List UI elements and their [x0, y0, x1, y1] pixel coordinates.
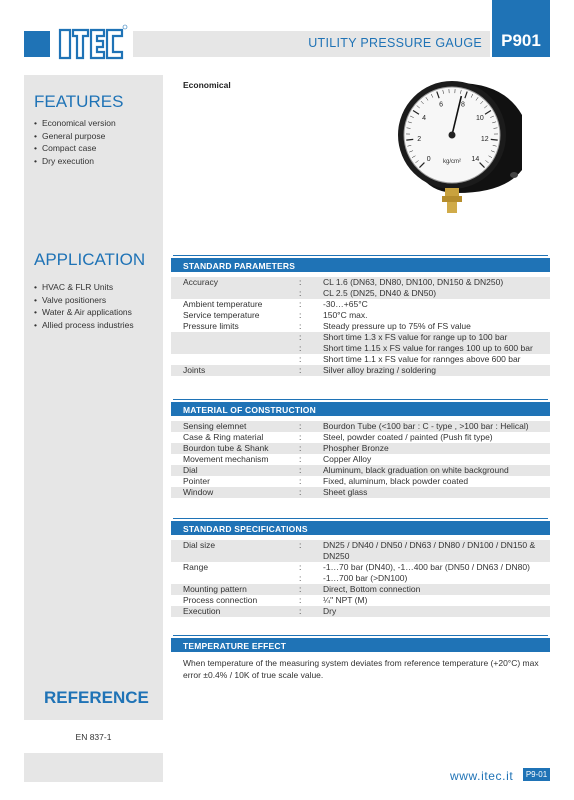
row-label: Service temperature [183, 310, 260, 320]
standard-specifications-section [171, 521, 550, 617]
row-value: CL 1.6 (DN63, DN80, DN100, DN150 & DN250) [323, 277, 504, 287]
table-row [171, 487, 550, 498]
gauge-tick-label: 8 [460, 101, 465, 109]
row-label: Process connection [183, 595, 258, 605]
row-label: Bourdon tube & Shank [183, 443, 269, 453]
row-separator: : [299, 277, 302, 287]
table-row [171, 540, 550, 562]
row-value: Copper Alloy [323, 454, 372, 464]
row-separator: : [299, 454, 302, 464]
row-value: Silver alloy brazing / soldering [323, 365, 436, 375]
row-label: Dial size [183, 540, 216, 550]
table-row [171, 465, 550, 476]
row-label: Sensing elemnet [183, 421, 247, 431]
page-title: UTILITY PRESSURE GAUGE [308, 36, 482, 50]
section-title: STANDARD SPECIFICATIONS [183, 524, 308, 534]
standard-specifications-rows [171, 540, 550, 617]
row-value: CL 2.5 (DN25, DN40 & DN50) [323, 288, 437, 298]
list-item: • Allied process industries [34, 319, 134, 332]
row-separator: : [299, 540, 302, 550]
header-bar [133, 31, 490, 57]
page-code-badge: P9-01 [523, 768, 550, 781]
standard-parameters-section [171, 258, 550, 376]
table-row [171, 454, 550, 465]
material-section [171, 402, 550, 498]
application-heading: APPLICATION [34, 250, 146, 269]
row-value: -1…70 bar (DN40), -1…400 bar (DN50 / DN63 / DN80) [323, 562, 530, 572]
major-tick [406, 139, 413, 140]
row-separator: : [299, 443, 302, 453]
list-item: • HVAC & FLR Units [34, 281, 134, 294]
temperature-effect-text: When temperature of the measuring system deviates from reference temperature (+20°C) max error ±0.4% / 10K of true scale value. [183, 658, 539, 680]
row-label: Accuracy [183, 277, 218, 287]
gauge-tick-label: 0 [426, 155, 431, 163]
row-value: -30…+65°C [323, 299, 368, 309]
product-code: P901 [501, 31, 541, 50]
table-row [171, 562, 550, 573]
standard-parameters-rows [171, 277, 550, 376]
table-row [171, 584, 550, 595]
row-value: Steady pressure up to 75% of FS value [323, 321, 471, 331]
table-row [171, 365, 550, 376]
gauge-tick-label: 4 [422, 114, 427, 122]
row-separator: : [299, 332, 302, 342]
table-row [171, 432, 550, 443]
row-value: Short time 1.1 x FS value for rannges above 600 bar [323, 354, 521, 364]
row-separator: : [299, 343, 302, 353]
logo-brand-text: ITEC [56, 12, 59, 13]
table-row [171, 343, 550, 354]
pressure-gauge-image [392, 75, 522, 215]
section-title: MATERIAL OF CONSTRUCTION [183, 405, 316, 415]
section-header [171, 521, 550, 535]
row-separator: : [299, 465, 302, 475]
material-rows [171, 421, 550, 498]
gauge-tick-label: 10 [476, 114, 484, 122]
row-value: Phospher Bronze [323, 443, 389, 453]
reference-value: EN 837-1 [75, 732, 112, 742]
row-separator: : [299, 321, 302, 331]
list-item: • Economical version [34, 117, 116, 130]
row-label: Window [183, 487, 214, 497]
row-value: Bourdon Tube (<100 bar : C - type , >100 bar : Helical) [323, 421, 529, 431]
row-value: Short time 1.3 x FS value for range up to 100 bar [323, 332, 508, 342]
section-header [171, 258, 550, 272]
row-separator: : [299, 310, 302, 320]
sidebar-bottom-panel [24, 753, 163, 782]
row-value: -1…700 bar (>DN100) [323, 573, 408, 583]
row-separator: : [299, 299, 302, 309]
table-row [171, 573, 550, 584]
row-label: Pressure limits [183, 321, 239, 331]
row-value: Steel, powder coated / painted (Push fit type) [323, 432, 493, 442]
table-row [171, 332, 550, 343]
table-row [171, 421, 550, 432]
row-value: ¼" NPT (M) [323, 595, 368, 605]
table-row [171, 443, 550, 454]
gauge-illustration [392, 75, 522, 215]
row-separator: : [299, 476, 302, 486]
features-list [34, 117, 116, 167]
row-label: Pointer [183, 476, 210, 486]
temperature-effect-section [171, 638, 550, 652]
row-value: Direct, Bottom connection [323, 584, 421, 594]
row-separator: : [299, 595, 302, 605]
sidebar [24, 75, 163, 720]
row-separator: : [299, 584, 302, 594]
table-row [171, 299, 550, 310]
row-label: Range [183, 562, 209, 572]
application-list [34, 281, 134, 331]
section-title: STANDARD PARAMETERS [183, 261, 296, 271]
table-row [171, 595, 550, 606]
row-value: Fixed, aluminum, black powder coated [323, 476, 469, 486]
table-row [171, 476, 550, 487]
section-header [171, 402, 550, 416]
table-row [171, 606, 550, 617]
row-value: Sheet glass [323, 487, 368, 497]
table-row [171, 277, 550, 288]
major-tick [491, 139, 498, 140]
row-label: Mounting pattern [183, 584, 247, 594]
row-value: 150°C max. [323, 310, 368, 320]
row-label: Movement mechanism [183, 454, 269, 464]
row-separator: : [299, 421, 302, 431]
section-header [171, 638, 550, 652]
row-label: Joints [183, 365, 206, 375]
row-label: Execution [183, 606, 221, 616]
row-separator: : [299, 573, 302, 583]
row-separator: : [299, 606, 302, 616]
row-separator: : [299, 487, 302, 497]
gauge-tick-label: 2 [417, 136, 422, 144]
section-title: TEMPERATURE EFFECT [183, 641, 287, 651]
list-item: • Dry execution [34, 155, 116, 168]
gauge-unit-label: kg/cm² [443, 159, 461, 165]
row-value: DN25 / DN40 / DN50 / DN63 / DN80 / DN100 / DN150 & DN250 [323, 540, 536, 561]
gauge-tick-label: 6 [439, 101, 444, 109]
logo-square [24, 31, 50, 57]
list-item: • General purpose [34, 130, 116, 143]
list-item: • Valve positioners [34, 294, 134, 307]
features-heading: FEATURES [34, 92, 124, 111]
itec-logo [56, 12, 128, 62]
row-label: Ambient temperature [183, 299, 263, 309]
table-row [171, 310, 550, 321]
table-row [171, 288, 550, 299]
gauge-tick-label: 12 [480, 136, 489, 144]
tagline: Economical [183, 80, 231, 90]
gauge-tick-label: 14 [471, 155, 480, 163]
row-value: Dry [323, 606, 337, 616]
table-row [171, 354, 550, 365]
list-item: • Compact case [34, 142, 116, 155]
row-label: Dial [183, 465, 198, 475]
row-separator: : [299, 562, 302, 572]
row-separator: : [299, 365, 302, 375]
table-row [171, 321, 550, 332]
row-value: Short time 1.15 x FS value for ranges 100 up to 600 bar [323, 343, 533, 353]
row-value: Aluminum, black graduation on white background [323, 465, 509, 475]
product-code-box [492, 0, 550, 57]
row-separator: : [299, 288, 302, 298]
list-item: • Water & Air applications [34, 306, 134, 319]
row-label: Case & Ring material [183, 432, 264, 442]
reference-heading: REFERENCE [44, 688, 149, 707]
row-separator: : [299, 354, 302, 364]
row-separator: : [299, 432, 302, 442]
website-link[interactable]: www.itec.it [450, 769, 514, 783]
